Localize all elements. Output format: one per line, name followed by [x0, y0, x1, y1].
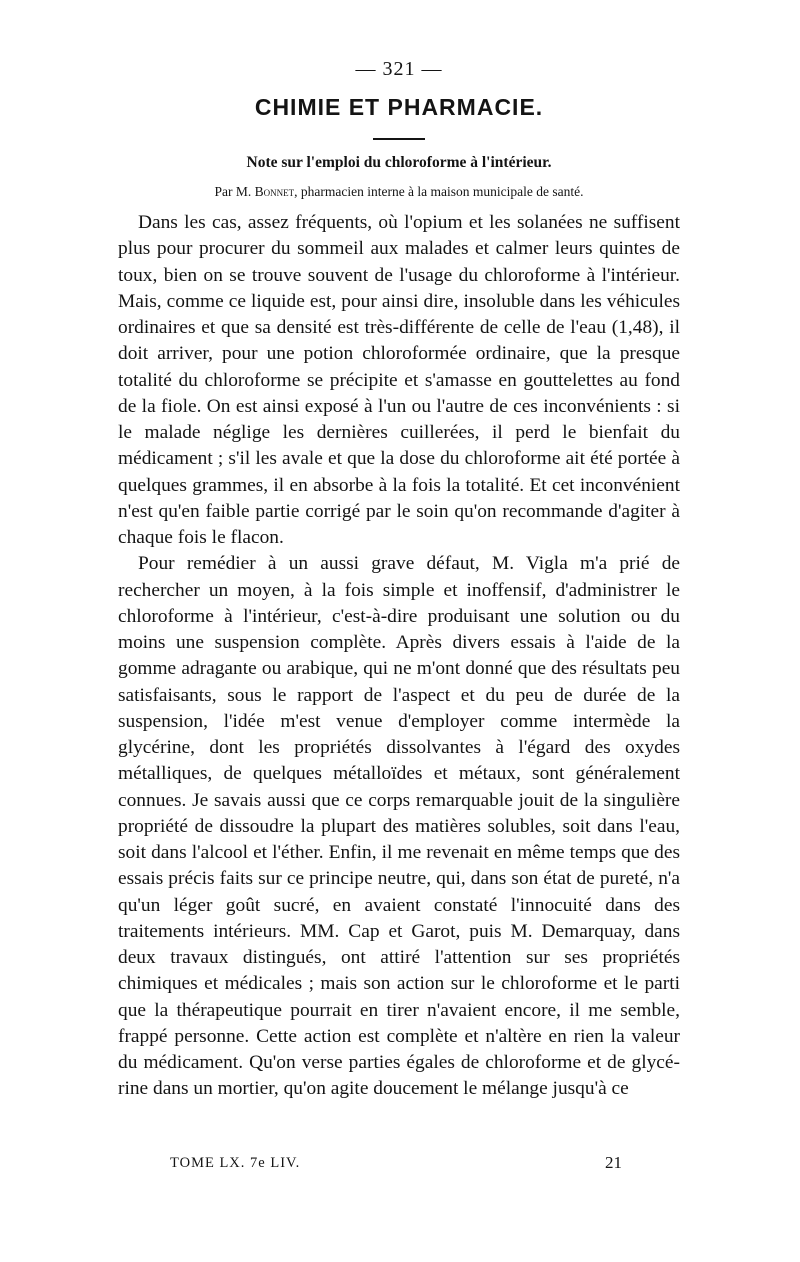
footer-signature: TOME LX. 7e LIV. [170, 1155, 301, 1171]
section-title: CHIMIE ET PHARMACIE. [254, 94, 544, 120]
byline-suffix: , pharmacien interne à la maison municipale de santé. [294, 184, 584, 199]
byline-author: Bonnet [254, 184, 295, 199]
body-paragraph: Pour remédier à un aussi grave défaut, M. Vigla m'a prié de rechercher un moyen, à la fois simple et inoffensif, d'administrer le chloroforme à l'intérieur, c'est-à-dire produisant une solution ou du moins une suspension complète. Après divers essais à l'aide de la gomme adragante ou arabique, qui ne m'ont donné que des résultats peu satisfaisants, sous le rapport de l'aspect et du peu de durée de la suspension, l'idée m'est venue d'employer comme intermède la glycérine, dont les propriétés dissolvantes à l'égard des oxydes métalliques, de quelques métalloïdes et métaux, sont généralement connues. Je savais aussi que ce corps remarquable jouit de la singulière propriété de dissoudre la plupart des matières solubles, soit dans l'eau, soit dans l'alcool et l'éther. Enfin, il me revenait en même temps que des essais précis faits sur ce principe neutre, qui, dans son état de pureté, n'a qu'un léger goût sucré, en avaient constaté l'innocuité dans des traitements intérieurs. MM. Cap et Garot, puis M. Demarquay, dans deux travaux distingués, ont attiré l'attention sur ses propriétés chimiques et médicales ; mais son action sur le chloroforme et le parti que la thérapeutique pourrait en tirer n'avaient encore, il me semble, frappé personne. Cette action est complète et n'altère en rien la valeur du médicament. Qu'on verse parties égales de chloroforme et de glycérine dans un mortier, qu'on agite doucement le mélange jusqu'à ce [118, 553, 680, 1100]
article-title: Note sur l'emploi du chloroforme à l'intérieur. [246, 154, 552, 171]
article-body [118, 210, 680, 1103]
page [118, 58, 680, 1103]
title-rule [373, 138, 425, 140]
page-footer [170, 1155, 640, 1179]
page-number: — 321 — [355, 58, 443, 80]
footer-sheet-number: 21 [605, 1153, 622, 1172]
article-byline [118, 184, 680, 204]
byline-prefix: Par M. [214, 184, 255, 199]
body-paragraph: Dans les cas, assez fréquents, où l'opium et les solanées ne suffisent plus pour procurer du sommeil aux malades et calmer leurs quintes de toux, bien on se trouve souvent de l'usage du chloroforme à l'intérieur. Mais, comme ce liquide est, pour ainsi dire, insoluble dans les véhicules ordinaires et que sa densité est très-différente de celle de l'eau (1,48), il doit arriver, pour une potion chloroformée ordinaire, que la presque totalité du chloroforme se précipite et s'amasse en gouttelettes au fond de la fiole. On est ainsi exposé à l'un ou l'autre de ces inconvénients : si le malade néglige les dernières cuillerées, il perd le bienfait du médicament ; s'il les avale et que la dose du chloroforme ait été portée à quelques grammes, il en absorbe à la fois la totalité. Et cet inconvénient n'est qu'en faible partie corrigé par le soin qu'on recommande d'agiter à chaque fois le flacon. [118, 212, 680, 548]
